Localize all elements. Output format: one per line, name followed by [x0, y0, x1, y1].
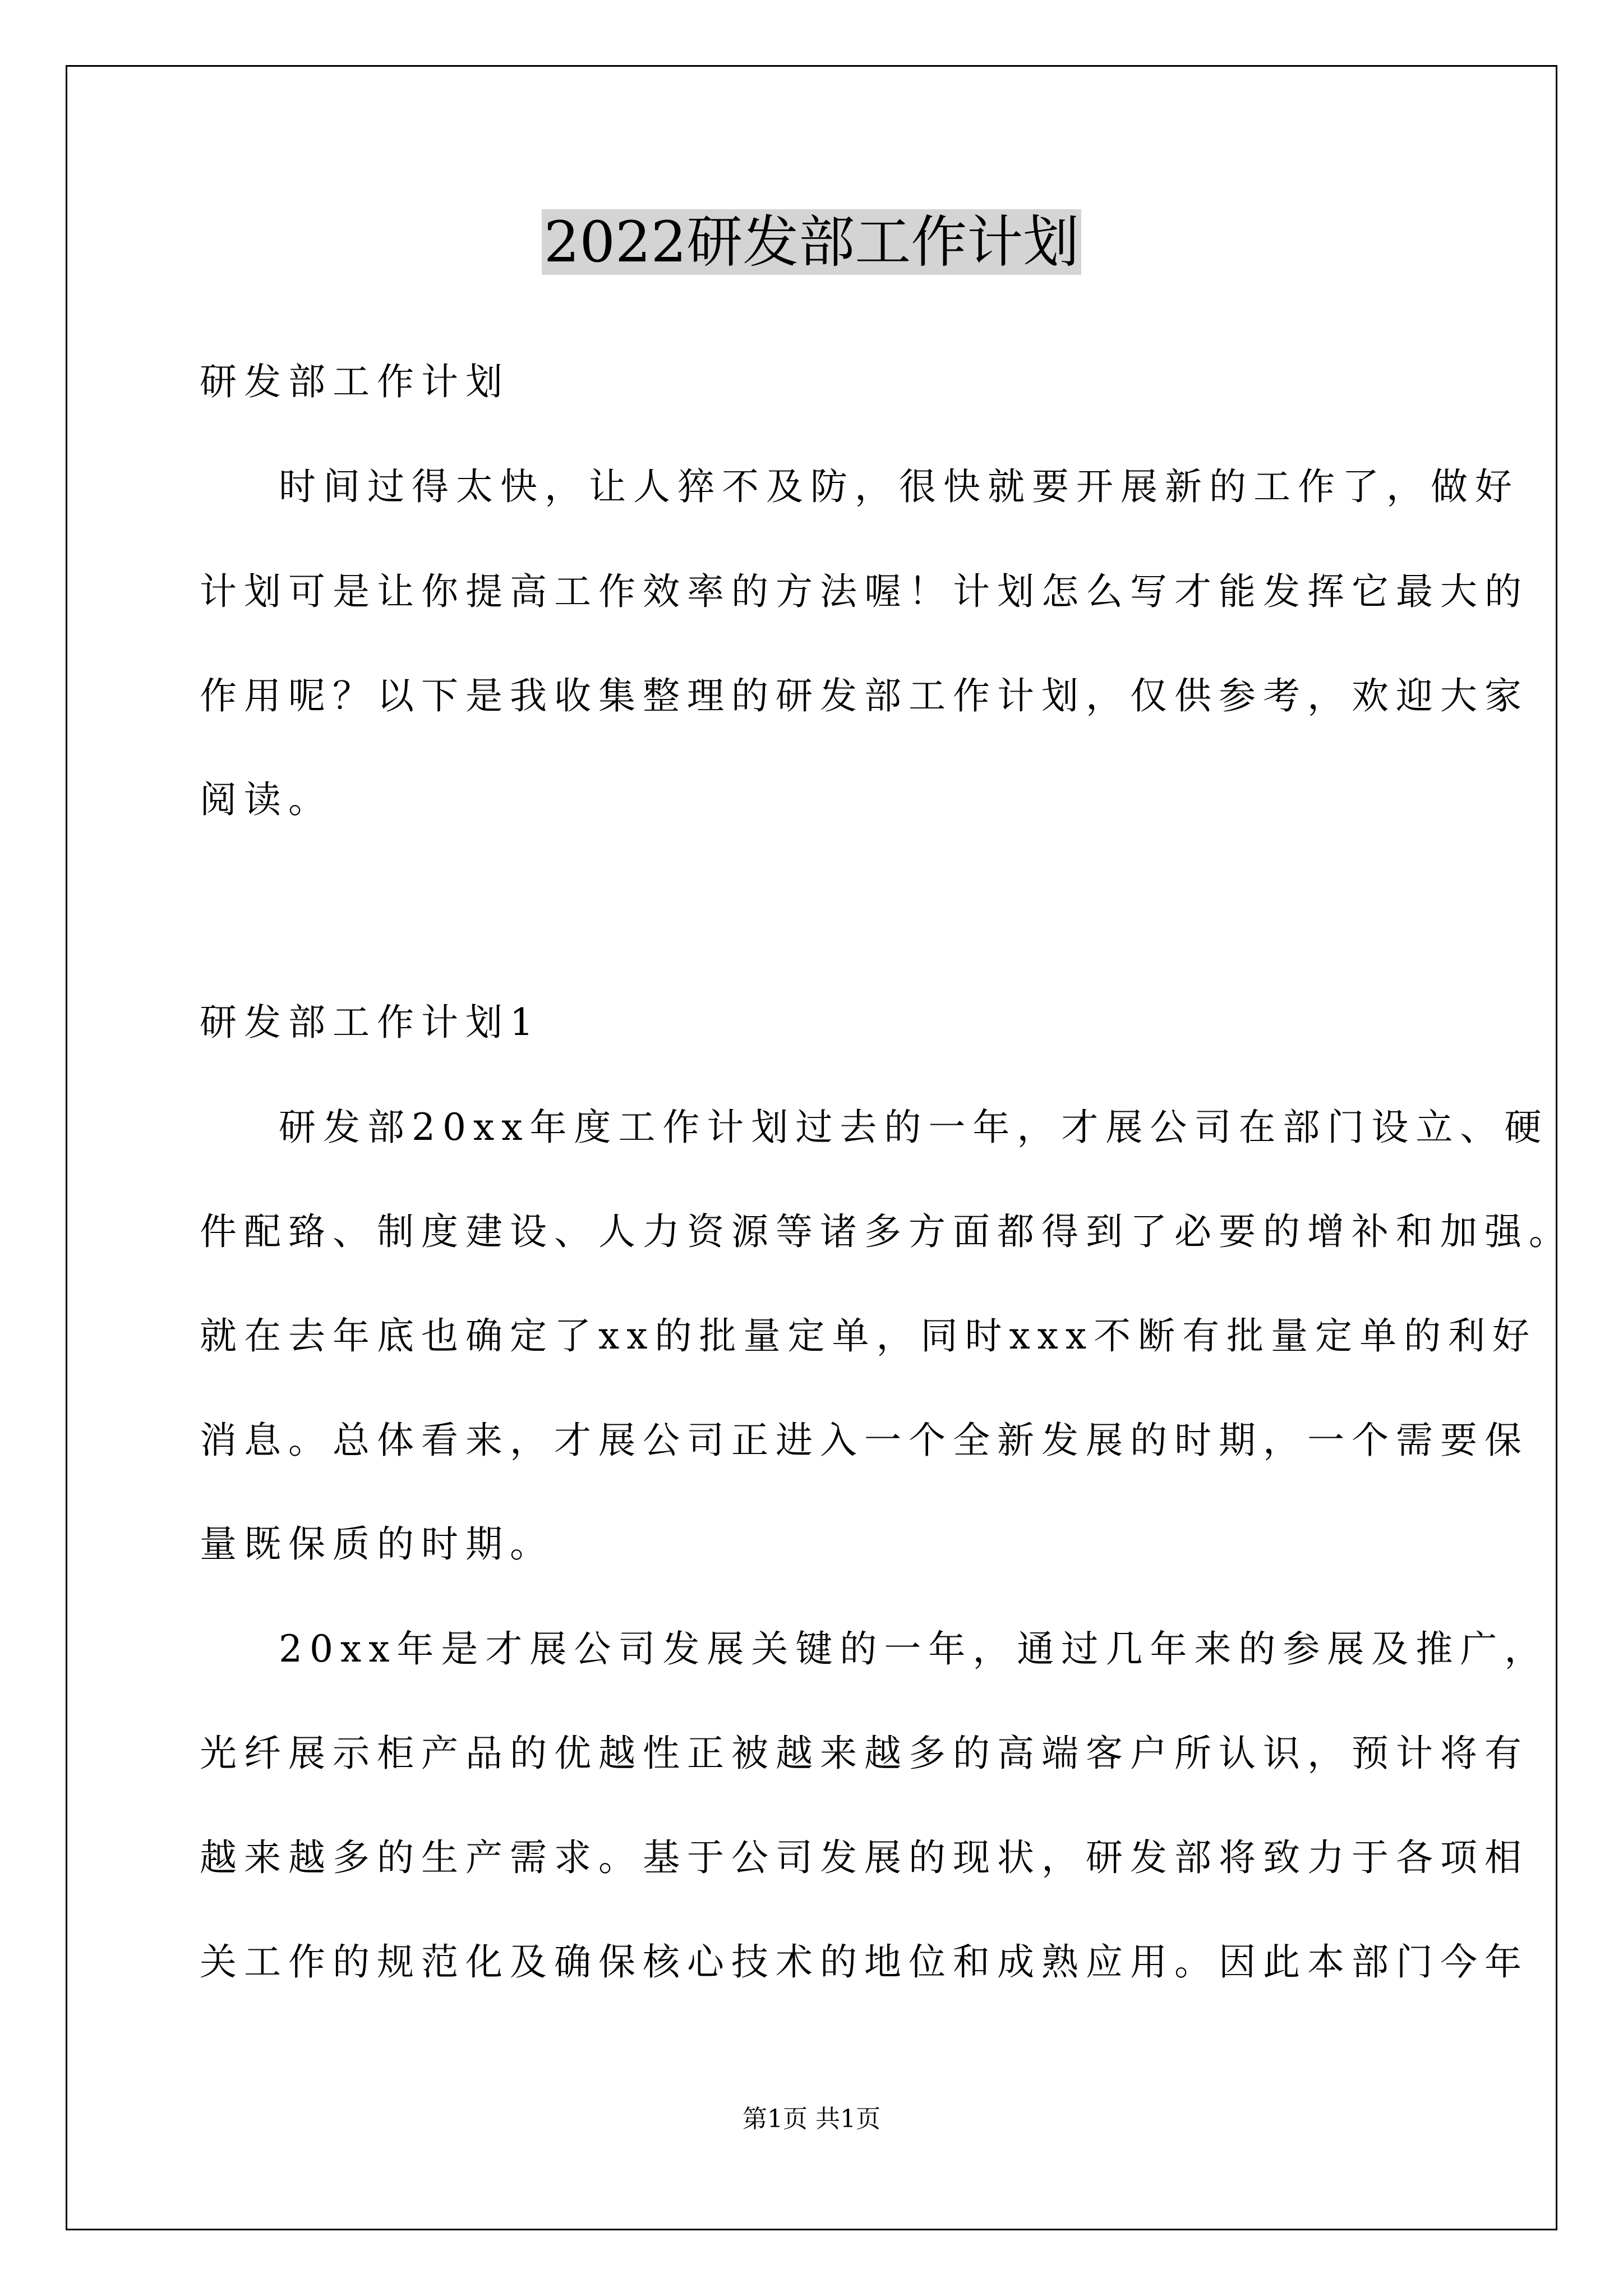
paragraph-line: 就在去年底也确定了xx的批量定单，同时xxx不断有批量定单的利好 [200, 1314, 1537, 1358]
section-heading: 研发部工作计划1 [200, 1001, 541, 1044]
paragraph-line: 阅读。 [200, 778, 333, 821]
paragraph-line: 光纤展示柜产品的优越性正被越来越多的高端客户所认识，预计将有 [200, 1732, 1529, 1775]
section-heading: 研发部工作计划 [200, 360, 510, 403]
paragraph-line: 消息。总体看来，才展公司正进入一个全新发展的时期，一个需要保 [200, 1419, 1529, 1462]
paragraph-line: 作用呢？以下是我收集整理的研发部工作计划，仅供参考，欢迎大家 [200, 674, 1529, 717]
paragraph-line: 研发部20xx年度工作计划过去的一年，才展公司在部门设立、硬 [279, 1106, 1549, 1149]
paragraph-line: 量既保质的时期。 [200, 1522, 554, 1566]
paragraph-line: 时间过得太快，让人猝不及防，很快就要开展新的工作了，做好 [279, 465, 1519, 508]
document-title: 2022研发部工作计划 [0, 206, 1623, 278]
page-footer: 第1页 共1页 [743, 2105, 880, 2133]
paragraph-line: 20xx年是才展公司发展关键的一年，通过几年来的参展及推广， [279, 1627, 1549, 1671]
paragraph-line: 件配臵、制度建设、人力资源等诸多方面都得到了必要的增补和加强。 [200, 1210, 1573, 1253]
paragraph-line: 关工作的规范化及确保核心技术的地位和成熟应用。因此本部门今年 [200, 1940, 1529, 1984]
paragraph-line: 越来越多的生产需求。基于公司发展的现状，研发部将致力于各项相 [200, 1836, 1529, 1879]
paragraph-line: 计划可是让你提高工作效率的方法喔！计划怎么写才能发挥它最大的 [200, 570, 1529, 613]
